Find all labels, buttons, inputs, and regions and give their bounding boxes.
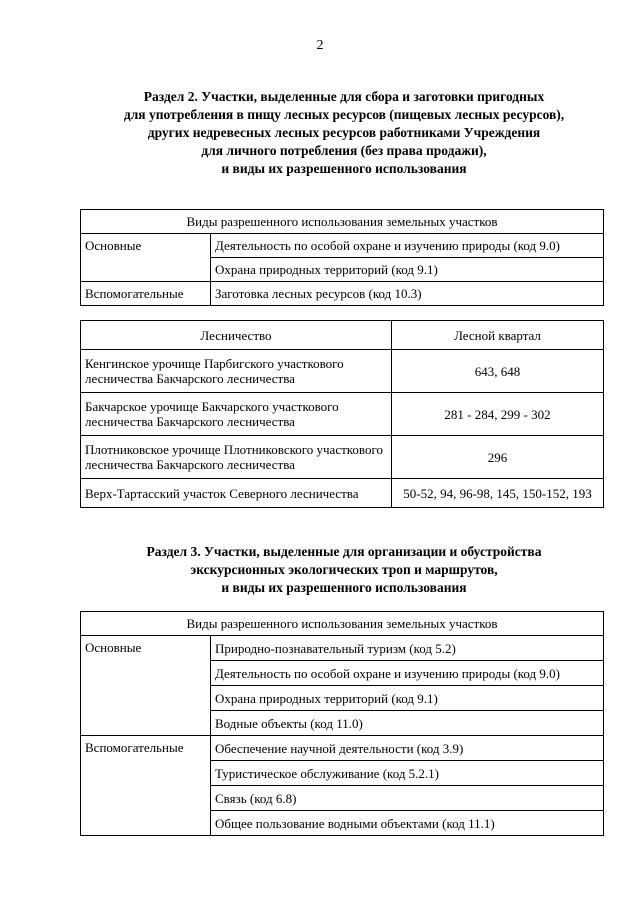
use-item: Охрана природных территорий (код 9.1) [211, 686, 604, 711]
column-header-forestry: Лесничество [81, 321, 392, 350]
forestry-cell: Верх-Тартасский участок Северного лесничества [81, 479, 392, 508]
section-2-uses-table [80, 209, 604, 306]
table-row [81, 350, 604, 393]
quarter-cell: 643, 648 [392, 350, 604, 393]
forestry-cell: Кенгинское урочище Парбигского участкового лесничества Бакчарского лесничества [81, 350, 392, 393]
heading-line: и виды их разрешенного использования [221, 161, 467, 176]
use-item: Обеспечение научной деятельности (код 3.9) [211, 736, 604, 761]
table-header: Виды разрешенного использования земельных участков [81, 612, 604, 636]
table-row [81, 393, 604, 436]
section-3-uses-table [80, 611, 604, 836]
forestry-cell: Бакчарское урочище Бакчарского участкового лесничества Бакчарского лесничества [81, 393, 392, 436]
table-row [81, 436, 604, 479]
use-item: Водные объекты (код 11.0) [211, 711, 604, 736]
page-number: 2 [316, 38, 324, 53]
heading-line: экскурсионных экологических троп и маршрутов, [190, 562, 498, 577]
quarter-cell: 296 [392, 436, 604, 479]
section-3-heading [80, 543, 608, 597]
table-row [81, 479, 604, 508]
use-item: Туристическое обслуживание (код 5.2.1) [211, 761, 604, 786]
use-item: Охрана природных территорий (код 9.1) [211, 258, 604, 282]
category-label-main: Основные [81, 234, 211, 282]
use-item: Общее пользование водными объектами (код 11.1) [211, 811, 604, 836]
category-label-main: Основные [81, 636, 211, 736]
use-item: Заготовка лесных ресурсов (код 10.3) [211, 282, 604, 306]
use-item: Деятельность по особой охране и изучению природы (код 9.0) [211, 234, 604, 258]
heading-line: для употребления в пищу лесных ресурсов (пищевых лесных ресурсов), [123, 107, 565, 122]
forestry-cell: Плотниковское урочище Плотниковского участкового лесничества Бакчарского лесничества [81, 436, 392, 479]
table-header: Виды разрешенного использования земельных участков [81, 210, 604, 234]
heading-line: других недревесных лесных ресурсов работниками Учреждения [147, 125, 541, 140]
quarter-cell: 50-52, 94, 96-98, 145, 150-152, 193 [392, 479, 604, 508]
heading-line: Раздел 3. Участки, выделенные для организации и обустройства [146, 544, 542, 559]
heading-line: для личного потребления (без права продажи), [201, 143, 487, 158]
forestry-table [80, 320, 604, 508]
heading-line: и виды их разрешенного использования [221, 580, 467, 595]
use-item: Природно-познавательный туризм (код 5.2) [211, 636, 604, 661]
quarter-cell: 281 - 284, 299 - 302 [392, 393, 604, 436]
use-item: Связь (код 6.8) [211, 786, 604, 811]
section-2-heading [80, 88, 608, 178]
category-label-aux: Вспомогательные [81, 736, 211, 836]
use-item: Деятельность по особой охране и изучению природы (код 9.0) [211, 661, 604, 686]
category-label-aux: Вспомогательные [81, 282, 211, 306]
heading-line: Раздел 2. Участки, выделенные для сбора и заготовки пригодных [143, 89, 545, 104]
column-header-quarter: Лесной квартал [392, 321, 604, 350]
